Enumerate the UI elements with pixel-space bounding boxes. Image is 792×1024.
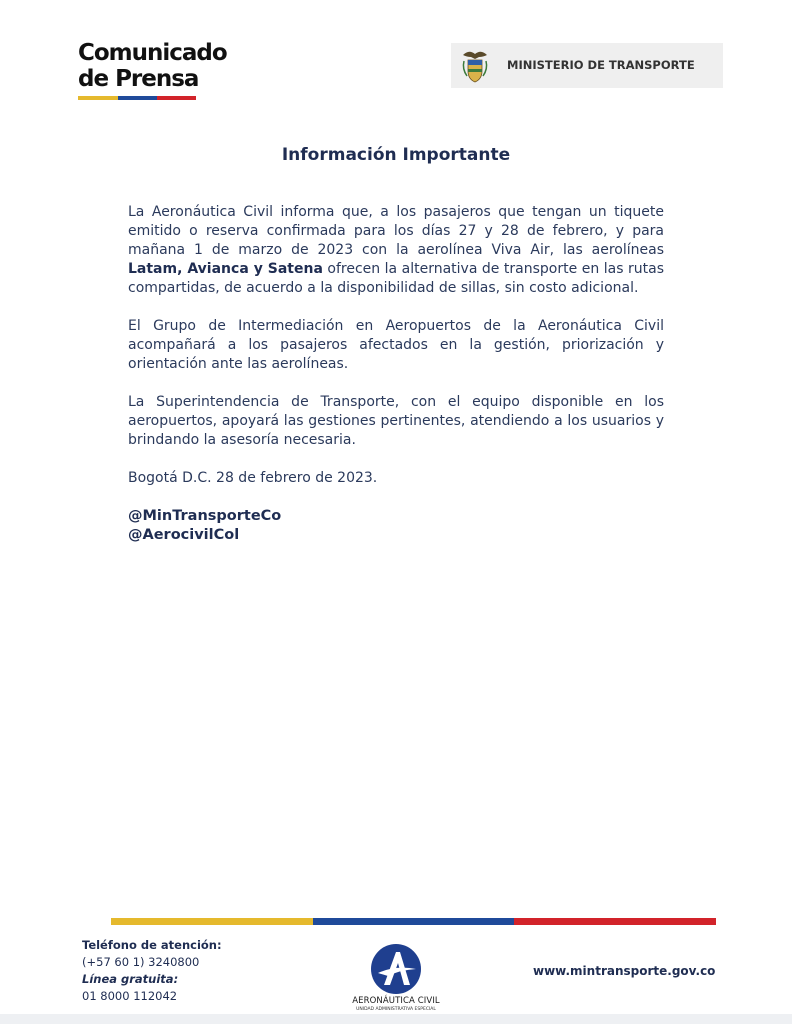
website-link[interactable]: www.mintransporte.gov.co [533,964,716,978]
paragraph-1-text-end: ofrecen la alternativa de transporte en las rutas compartidas, de acuerdo a la disponibilidad de sillas, sin costo adicional. [128,261,664,296]
flag-red-segment [157,96,196,100]
aeronautica-civil-logo-icon [370,943,422,995]
footer-red-segment [514,918,716,925]
colombia-coat-of-arms-icon [459,49,491,83]
paragraph-3: La Superintendencia de Transporte, con el equipo disponible en los aeropuertos, apoyará las gestiones pertinentes, atendiendo a los usuarios y brindando la asesoría necesaria. [128,394,664,448]
toll-free-number: 01 8000 112042 [82,989,178,1003]
flag-color-bar [78,96,196,100]
footer-yellow-segment [111,918,313,925]
brand-title-line1: Comunicado [78,40,227,66]
flag-blue-segment [118,96,157,100]
twitter-handle-mintransporte[interactable]: @MinTransporteCo [128,508,282,524]
contact-info [82,937,222,1005]
paragraph-1 [128,203,664,298]
toll-free-label: Línea gratuita: [82,972,179,986]
aeronautica-civil-name: AERONÁUTICA CIVIL [352,996,440,1006]
document-body [128,203,664,545]
ministry-name: MINISTERIO DE TRANSPORTE [507,58,695,72]
paragraph-2: El Grupo de Intermediación en Aeropuertos de la Aeronáutica Civil acompañará a los pasajeros afectados en la gestión, priorización y orientación ante las aerolíneas. [128,318,664,372]
phone-number: (+57 60 1) 3240800 [82,955,200,969]
footer-blue-segment [313,918,515,925]
document-title: Información Importante [281,145,511,165]
ministry-header-box [451,43,723,88]
phone-label: Teléfono de atención: [82,938,222,952]
brand-title-line2: de Prensa [78,66,199,92]
paragraph-1-text-start: La Aeronáutica Civil informa que, a los pasajeros que tengan un tiquete emitido o reserva confirmada para los días 27 y 28 de febrero, y para mañana 1 de marzo de 2023 con la aerolínea Viva Air, las aerolíneas [128,204,664,258]
twitter-handle-aerocivil[interactable]: @AerocivilCol [128,527,240,543]
page-bottom-edge [0,1014,792,1024]
flag-yellow-segment [78,96,118,100]
aeronautica-civil-subtitle: UNIDAD ADMINISTRATIVA ESPECIAL [356,1007,436,1012]
footer-flag-stripe [111,918,716,925]
date-line: Bogotá D.C. 28 de febrero de 2023. [128,470,378,486]
airlines-highlight: Latam, Avianca y Satena [128,261,323,277]
press-release-brand [78,40,248,100]
